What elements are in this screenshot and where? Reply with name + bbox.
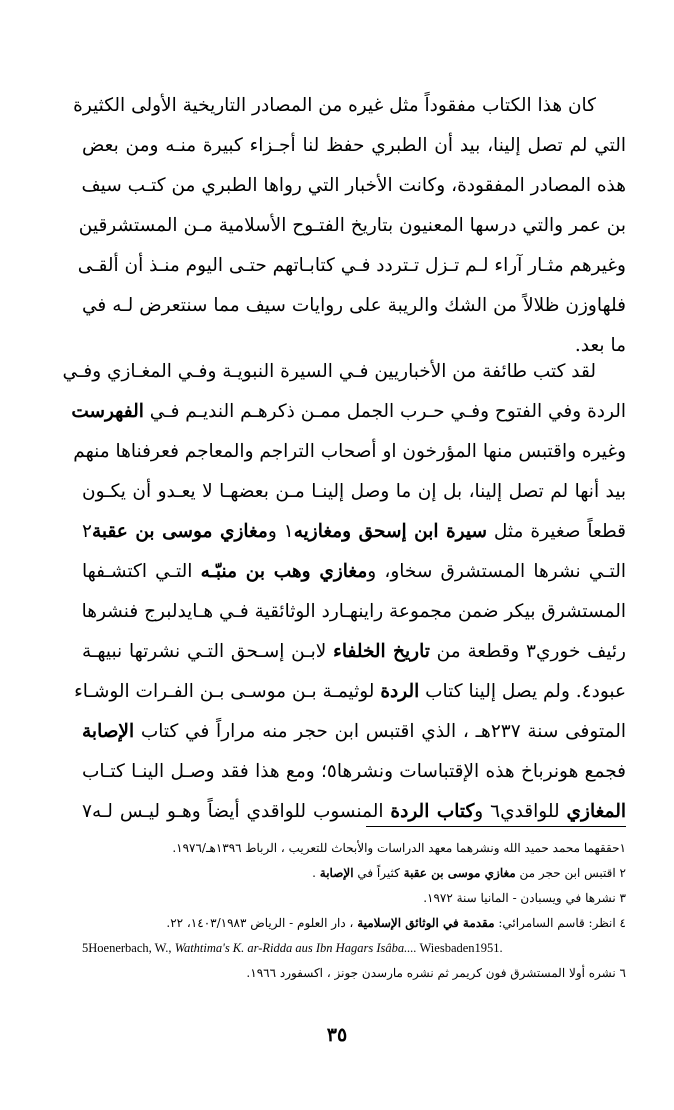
text-line bbox=[82, 712, 626, 752]
footnotes bbox=[82, 836, 626, 986]
text-line: وغيره واقتبس منها المؤرخون او أصحاب التراجم والمعاجم فعرفناها منهم bbox=[73, 441, 626, 462]
bold-title: المغازي bbox=[566, 801, 626, 822]
paragraph-2 bbox=[62, 352, 627, 832]
bold-title: الفهرست bbox=[71, 401, 144, 422]
footnote-2 bbox=[82, 861, 626, 886]
text-segment: المتوفى سنة ٢٣٧هـ ، الذي اقتبس ابن حجر منه مراراً في كتاب bbox=[134, 721, 627, 742]
text-line: فلهاوزن ظلالاً من الشك والريبة على روايات سيف مما سنتعرض لـه في bbox=[82, 295, 626, 316]
text-line bbox=[82, 552, 626, 592]
text-line bbox=[82, 512, 626, 552]
bold-title: الردة bbox=[380, 681, 420, 702]
footnote-5 bbox=[82, 936, 626, 961]
footnote-4 bbox=[82, 911, 626, 936]
text-segment: الردة وفي الفتوح وفـي حـرب الجمل ممـن ذكرهـم النديـم فـي bbox=[143, 401, 626, 422]
text-line: لقد كتب طائفة من الأخباريين فـي السيرة النبويـة وفـي المغـازي وفـي bbox=[62, 361, 596, 382]
text-line: المستشرق بيكر ضمن مجموعة راينهـارد الوثائقية فـي هـايدلبرج فنشرها bbox=[81, 601, 626, 622]
paragraph-1 bbox=[73, 86, 626, 366]
text-line bbox=[82, 632, 626, 672]
text-line: بن عمر والتي درسها المعنيون بتاريخ الفتـوح الأسلامية مـن المستشرقين bbox=[78, 215, 626, 236]
text-segment: ٢ اقتبس ابن حجر من bbox=[515, 866, 626, 880]
text-segment: التـي اكتشـفها bbox=[82, 561, 201, 582]
footnote-ref: ٢ bbox=[82, 521, 92, 542]
text-segment: ١ و bbox=[267, 521, 294, 542]
text-line: وغيرهم مثـار آراء لـم تـزل تـتردد فـي كتابـاتهم حتـى اليوم منـذ أن ألقـى bbox=[77, 255, 626, 276]
bold-title: مغازي وهب بن منبّـه bbox=[200, 561, 368, 582]
text-segment: كثيراً في bbox=[353, 866, 404, 880]
text-segment: للواقدي٦ و bbox=[474, 801, 567, 822]
footnote-divider bbox=[366, 826, 626, 827]
text-segment: قطعاً صغيرة مثل bbox=[486, 521, 626, 542]
bold-title: مغازي موسى بن عقبة bbox=[403, 866, 516, 880]
footnote-1: ١حققهما محمد حميد الله ونشرهما معهد الدراسات والأبحاث للتعريب ، الرباط ١٣٩٦هـ/١٩٧٦. bbox=[172, 841, 626, 855]
bold-title: الإصابة bbox=[319, 866, 354, 880]
text-segment: ٣ وقطعة من bbox=[429, 641, 536, 662]
text-line: التي لم تصل إلينا، بيد أن الطبري حفظ لنا أجـزاء كبيرة منـه ومن بعض bbox=[82, 135, 626, 156]
bold-title: مقدمة في الوثائق الإسلامية bbox=[357, 916, 495, 930]
text-segment: لابـن إسـحق التـي نشرتها نبيهـة bbox=[82, 641, 334, 662]
text-segment: المنسوب للواقدي أيضاً وهـو ليـس لـه٧ bbox=[82, 801, 391, 822]
bold-title: تاريخ الخلفاء bbox=[333, 641, 430, 662]
text-segment: 5Hoenerbach, W., bbox=[82, 941, 175, 955]
italic-title: Wathtima's K. ar-Ridda aus Ibn Hagars Isâba.... bbox=[174, 941, 417, 955]
bold-title: كتاب الردة bbox=[390, 801, 475, 822]
text-segment: ٤. ولم يصل إلينا كتاب bbox=[419, 681, 592, 702]
text-segment: رئيف خوري bbox=[535, 641, 626, 662]
text-segment: . bbox=[312, 866, 320, 880]
text-line: ما بعد. bbox=[574, 335, 626, 356]
text-line bbox=[74, 672, 626, 712]
text-line bbox=[71, 392, 626, 432]
text-segment: ٤ انظر: قاسم السامرائي: bbox=[494, 916, 626, 930]
text-segment: ، دار العلوم - الرياض ١٤٠٣/١٩٨٣، ٢٢. bbox=[166, 916, 358, 930]
text-line: بيد أنها لم تصل إلينا، بل إن ما وصل إلينـا مـن بعضهـا لا يعـدو أن يكـون bbox=[82, 481, 627, 502]
text-segment: لوثيمـة بـن موسـى بـن الفـرات الوشـاء bbox=[74, 681, 381, 702]
text-line: هذه المصادر المفقودة، وكانت الأخبار التي رواها الطبري من كتـب سيف bbox=[81, 175, 626, 196]
footnote-3: ٣ نشرها في ويسبادن - المانيا سنة ١٩٧٢. bbox=[423, 891, 626, 905]
text-segment: التـي نشرها المستشرق سخاو، و bbox=[367, 561, 627, 582]
text-segment: عبود bbox=[591, 681, 626, 702]
text-line: كان هذا الكتاب مفقوداً مثل غيره من المصادر التاريخية الأولى الكثيرة bbox=[73, 95, 596, 116]
bold-title: الإصابة bbox=[82, 721, 135, 742]
text-segment: Wiesbaden1951. bbox=[416, 941, 503, 955]
page-number: ٣٥ bbox=[326, 1024, 348, 1046]
footnote-6: ٦ نشره أولا المستشرق فون كريمر ثم نشره مارسدن جونز ، اكسفورد ١٩٦٦. bbox=[246, 966, 626, 980]
text-line: فجمع هونرباخ هذه الإقتباسات ونشرها٥؛ ومع هذا فقد وصـل الينـا كتـاب bbox=[82, 761, 627, 782]
bold-title: سيرة ابن إسحق ومغازيه bbox=[293, 521, 487, 542]
bold-title: مغازي موسى بن عقبة bbox=[91, 521, 268, 542]
